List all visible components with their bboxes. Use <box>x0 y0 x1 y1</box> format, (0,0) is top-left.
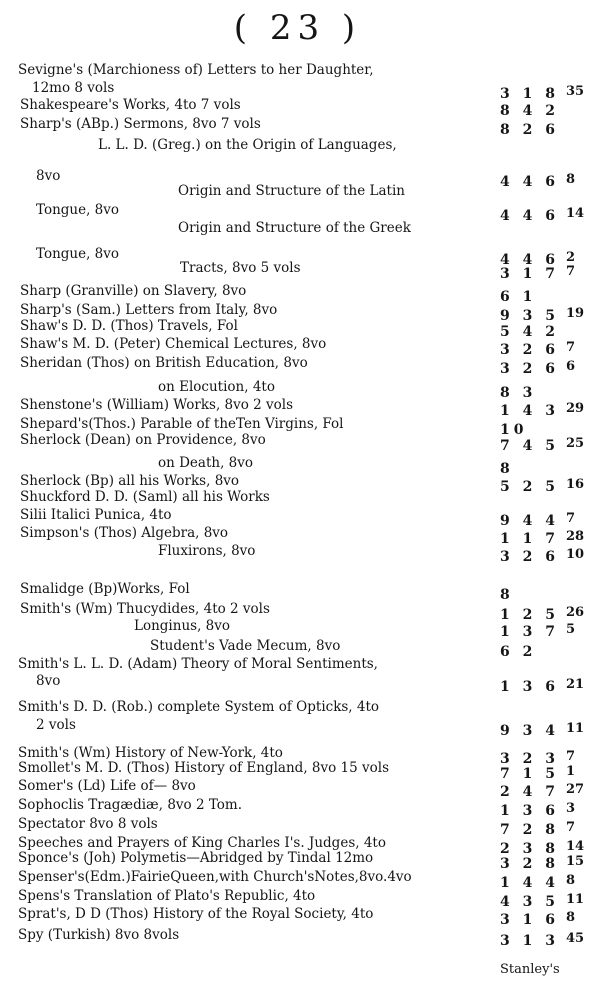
catalog-count: 25 <box>566 436 585 451</box>
entry-text: Spens's Translation of Plato's Republic, 4to <box>18 888 316 904</box>
entry-text: 12mo 8 vols <box>32 80 115 96</box>
catalog-number: 8 2 6 <box>500 122 559 138</box>
entry-text: Shaw's D. D. (Thos) Travels, Fol <box>20 318 238 334</box>
entry-text: 8vo <box>36 673 61 689</box>
entry-text: Shakespeare's Works, 4to 7 vols <box>20 97 241 113</box>
catalog-count: 21 <box>566 677 585 692</box>
entry-text: Longinus, 8vo <box>134 618 230 634</box>
catalog-count: 29 <box>566 401 585 416</box>
catalog-number: 5 2 5 <box>500 479 559 495</box>
entry-text: Origin and Structure of the Greek <box>178 220 411 236</box>
catalog-number: 9 3 5 <box>500 308 559 324</box>
catalog-number: 1 2 5 <box>500 607 559 623</box>
catalog-count: 7 <box>566 511 576 526</box>
entry-text: Smalidge (Bp)Works, Fol <box>20 581 190 597</box>
catalog-count: 2 <box>566 250 576 265</box>
catalog-number: 1 3 6 <box>500 803 559 819</box>
catalog-number: 1 3 6 <box>500 679 559 695</box>
entry-text: Tracts, 8vo 5 vols <box>180 260 301 276</box>
catalog-count: 26 <box>566 605 585 620</box>
catalog-count: 11 <box>566 721 585 736</box>
entry-text: Shepard's(Thos.) Parable of theTen Virgins, Fol <box>20 416 344 432</box>
entry-text: Simpson's (Thos) Algebra, 8vo <box>20 525 229 541</box>
catalog-count: 35 <box>566 84 585 99</box>
catalog-number: 8 3 <box>500 385 537 401</box>
entry-text: Silii Italici Punica, 4to <box>20 507 172 523</box>
catalog-count: 14 <box>566 206 585 221</box>
catalog-number: 3 2 8 <box>500 856 559 872</box>
catalog-number: 8 <box>500 587 514 603</box>
entry-text: 2 vols <box>36 717 76 733</box>
catalog-number: 2 4 7 <box>500 784 559 800</box>
catalog-number: 3 1 8 <box>500 86 559 102</box>
catalog-count: 16 <box>566 477 585 492</box>
catalog-number: 8 <box>500 461 514 477</box>
catalog-count: 10 <box>566 547 585 562</box>
catalog-number: 3 2 6 <box>500 342 559 358</box>
entry-text: Spectator 8vo 8 vols <box>18 816 158 832</box>
entry-text: Tongue, 8vo <box>36 246 120 262</box>
catalog-number: 3 1 3 <box>500 933 559 949</box>
page-number: ( 23 ) <box>233 8 362 48</box>
entry-text: L. L. D. (Greg.) on the Origin of Languages, <box>98 137 397 153</box>
catalog-count: 7 <box>566 749 576 764</box>
catalog-number: 10 <box>500 422 528 438</box>
catalog-count: 1 <box>566 764 576 779</box>
catalog-count: 3 <box>566 801 576 816</box>
catalog-number: 1 3 7 <box>500 624 559 640</box>
entry-text: Sprat's, D D (Thos) History of the Royal Society, 4to <box>18 906 374 922</box>
catalog-number: 7 2 8 <box>500 822 559 838</box>
catalog-number: 7 4 5 <box>500 438 559 454</box>
entry-text: on Death, 8vo <box>158 455 254 471</box>
entry-text: Smith's (Wm) Thucydides, 4to 2 vols <box>20 601 270 617</box>
entry-text: Smith's D. D. (Rob.) complete System of Opticks, 4to <box>18 699 380 715</box>
catalog-count: 19 <box>566 306 585 321</box>
catalog-number: 3 1 6 <box>500 912 559 928</box>
entry-text: Sharp (Granville) on Slavery, 8vo <box>20 283 247 299</box>
catalog-number: 1 4 3 <box>500 403 559 419</box>
catalog-count: 11 <box>566 892 585 907</box>
entry-text: Sophoclis Tragædiæ, 8vo 2 Tom. <box>18 797 243 813</box>
entry-text: Somer's (Ld) Life of— 8vo <box>18 778 196 794</box>
catalog-count: 27 <box>566 782 585 797</box>
catalog-number: 8 4 2 <box>500 103 559 119</box>
catalog-number: 4 4 6 <box>500 174 559 190</box>
entry-text: Spy (Turkish) 8vo 8vols <box>18 927 180 943</box>
entry-text: Shuckford D. D. (Saml) all his Works <box>20 489 270 505</box>
catalog-count: 7 <box>566 340 576 355</box>
entry-text: Origin and Structure of the Latin <box>178 183 405 199</box>
entry-text: Shaw's M. D. (Peter) Chemical Lectures, 8vo <box>20 336 327 352</box>
catalog-number: 9 4 4 <box>500 513 559 529</box>
catalog-number: 3 2 6 <box>500 361 559 377</box>
catalog-number: 3 2 6 <box>500 549 559 565</box>
catalog-number: 4 4 6 <box>500 252 559 268</box>
entry-text: Sponce's (Joh) Polymetis—Abridged by Tindal 12mo <box>18 850 374 866</box>
catalog-count: 6 <box>566 359 576 374</box>
catalog-count: 5 <box>566 622 576 637</box>
entry-text: Student's Vade Mecum, 8vo <box>150 638 341 654</box>
catalog-count: 14 <box>566 839 585 854</box>
entry-text: Spenser's(Edm.)FairieQueen,with Church'sNotes,8vo.4vo <box>18 869 412 885</box>
entry-text: Sharp's (ABp.) Sermons, 8vo 7 vols <box>20 116 261 132</box>
entry-text: Speeches and Prayers of King Charles I's. Judges, 4to <box>18 835 386 851</box>
catalog-count: 28 <box>566 529 585 544</box>
entry-text: Tongue, 8vo <box>36 202 120 218</box>
entry-text: Sherlock (Bp) all his Works, 8vo <box>20 473 240 489</box>
catalog-count: 7 <box>566 264 576 279</box>
entry-text: Sheridan (Thos) on British Education, 8vo <box>20 355 308 371</box>
catalog-number: 3 2 3 <box>500 751 559 767</box>
entry-text: 8vo <box>36 168 61 184</box>
entry-text: Smollet's M. D. (Thos) History of England, 8vo 15 vols <box>18 760 390 776</box>
entry-text: Sharp's (Sam.) Letters from Italy, 8vo <box>20 302 278 318</box>
catalog-number: 5 4 2 <box>500 324 559 340</box>
catalog-number: 6 2 <box>500 644 537 660</box>
entry-text: Smith's L. L. D. (Adam) Theory of Moral Sentiments, <box>18 656 378 672</box>
catalog-count: 8 <box>566 910 576 925</box>
entry-text: on Elocution, 4to <box>158 379 275 395</box>
catalog-number: 9 3 4 <box>500 723 559 739</box>
catalog-number: 1 1 7 <box>500 531 559 547</box>
catalog-number: 4 3 5 <box>500 894 559 910</box>
entry-text: Shenstone's (William) Works, 8vo 2 vols <box>20 397 294 413</box>
catalog-number: 2 3 8 <box>500 841 559 857</box>
catalog-count: 7 <box>566 820 576 835</box>
entry-text: Sherlock (Dean) on Providence, 8vo <box>20 432 266 448</box>
catalog-count: 8 <box>566 873 576 888</box>
catalog-number: 3 1 7 <box>500 266 559 282</box>
entry-text: Fluxirons, 8vo <box>158 543 256 559</box>
entry-text: Sevigne's (Marchioness of) Letters to her Daughter, <box>18 62 374 78</box>
catalog-count: 15 <box>566 854 585 869</box>
catalog-count: 8 <box>566 172 576 187</box>
catalog-number: 6 1 <box>500 289 537 305</box>
catalog-number: 4 4 6 <box>500 208 559 224</box>
entry-text: Smith's (Wm) History of New-York, 4to <box>18 745 283 761</box>
catalog-number: 1 4 4 <box>500 875 559 891</box>
catchword: Stanley's <box>500 962 560 977</box>
catalog-count: 45 <box>566 931 585 946</box>
catalog-number: 7 1 5 <box>500 766 559 782</box>
